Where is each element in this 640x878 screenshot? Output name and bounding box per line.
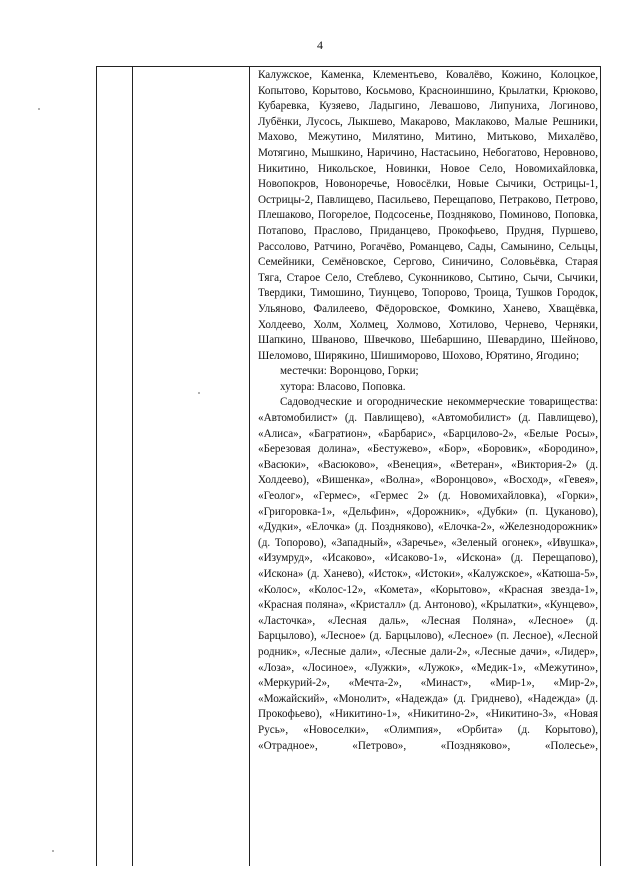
scan-speck bbox=[52, 850, 54, 852]
settlements-townships-paragraph: местечки: Воронцово, Горки; bbox=[280, 365, 419, 378]
scan-speck bbox=[38, 108, 40, 110]
table-cell-text bbox=[258, 68, 598, 754]
table-column-divider bbox=[132, 67, 133, 866]
page-number: 4 bbox=[317, 38, 323, 52]
settlements-farmsteads-paragraph: хутора: Власово, Поповка. bbox=[280, 380, 406, 393]
table-column-divider bbox=[249, 67, 250, 866]
scan-speck bbox=[198, 392, 200, 394]
garden-partnerships-paragraph: Садоводческие и огороднические некоммерческие товарищества: «Автомобилист» (д. Павлищево), «Автомобилист» (д. Павлищево), «Алиса», «Багратион», «Барбарис», «Барцилово-2», «Белые Росы», «Березовая долина», «Бестужево», «Бор», «Боровик», «Бородино», «Васюки», «Васюково», «Венеция», «Ветеран», «Виктория-2» (д. Холдеево), «Вишенка», «Волна», «Воронцово», «Восход», «Гевея», «Геолог», «Гермес», «Гермес 2» (д. Новомихайловка), «Горки», «Григоровка-1», «Дельфин», «Дорожник», «Дубки» (п. Цуканово), «Дудки», «Елочка» (д. Поздняково), «Елочка-2», «Железнодорожник» (д. Топорово), «Западный», «Заречье», «Зеленый огонек», «Ивушка», «Изумруд», «Исаково», «Исаково-1», «Искона» (д. Перещапово), «Искона» (д. Ханево), «Исток», «Истоки», «Калужское», «Катюша-5», «Колос», «Колос-12», «Комета», «Корытово», «Красная звезда-1», «Красная поляна», «Кристалл» (д. Антоново), «Крылатки», «Кунцево», «Ласточка», «Лесная даль», «Лесная Поляна», «Лесное» (д. Барцылово), «Лесное» (д. Барцылово), «Лесное» (п. Лесное), «Лесной родник», «Лесные дали», «Лесные дали-2», «Лесные дачи», «Лидер», «Лоза», «Лосиное», «Лужки», «Лужок», «Медик-1», «Межутино», «Меркурий-2», «Мечта-2», «Минаст», «Мир-1», «Мир-2», «Можайский», «Монолит», «Надежда» (д. Гриднево), «Надежда» (д. Прокофьево), «Никитино-1», «Никитино-2», «Никитино-3», «Новая Русь», «Новоселки», «Олимпия», «Орбита» (д. Корытово), «Отрадное», «Петрово», «Поздняково», «Полесье», bbox=[258, 396, 598, 752]
settlements-villages-paragraph: Калужское, Каменка, Клементьево, Ковалёво, Кожино, Колоцкое, Копытово, Корытово, Косьмово, Красноиншино, Крылатки, Крюково, Кубаревка, Кузяево, Ладыгино, Левашово, Липуниха, Логиново, Лубёнки, Лусось, Лыкшево, Макарово, Маклаково, Малые Решники, Махово, Межутино, Милятино, Митино, Митьково, Михалёво, Мотягино, Мышкино, Наричино, Настасьино, Небогатово, Неровново, Никитино, Никольское, Новинки, Новое Село, Новомихайловка, Новопокров, Новоноречье, Новосёлки, Новые Сычики, Острицы-1, Острицы-2, Павлищево, Пасильево, Перещапово, Петраково, Петрово, Плешаково, Погорелое, Подсосенье, Поздняково, Поминово, Поповка, Потапово, Праслово, Приданцево, Прокофьево, Прудня, Пуршево, Рассолово, Ратчино, Рогачёво, Романцево, Сады, Самынино, Сельцы, Семейники, Семёновское, Сергово, Синичино, Соловьёвка, Старая Тяга, Старое Село, Стеблево, Суконниково, Сытино, Сычи, Сычики, Твердики, Тимошино, Тиунцево, Топорово, Троица, Тушков Городок, Ульяново, Фалилеево, Фёдоровское, Фомкино, Ханево, Хващёвка, Холдеево, Холм, Холмец, Холмово, Хотилово, Чернево, Черняки, Шапкино, Шваново, Швечково, Шебаршино, Шевардино, Шейново, Шеломово, Ширякино, Шишиморово, Шохово, Юрятино, Ягодино; bbox=[258, 69, 598, 362]
